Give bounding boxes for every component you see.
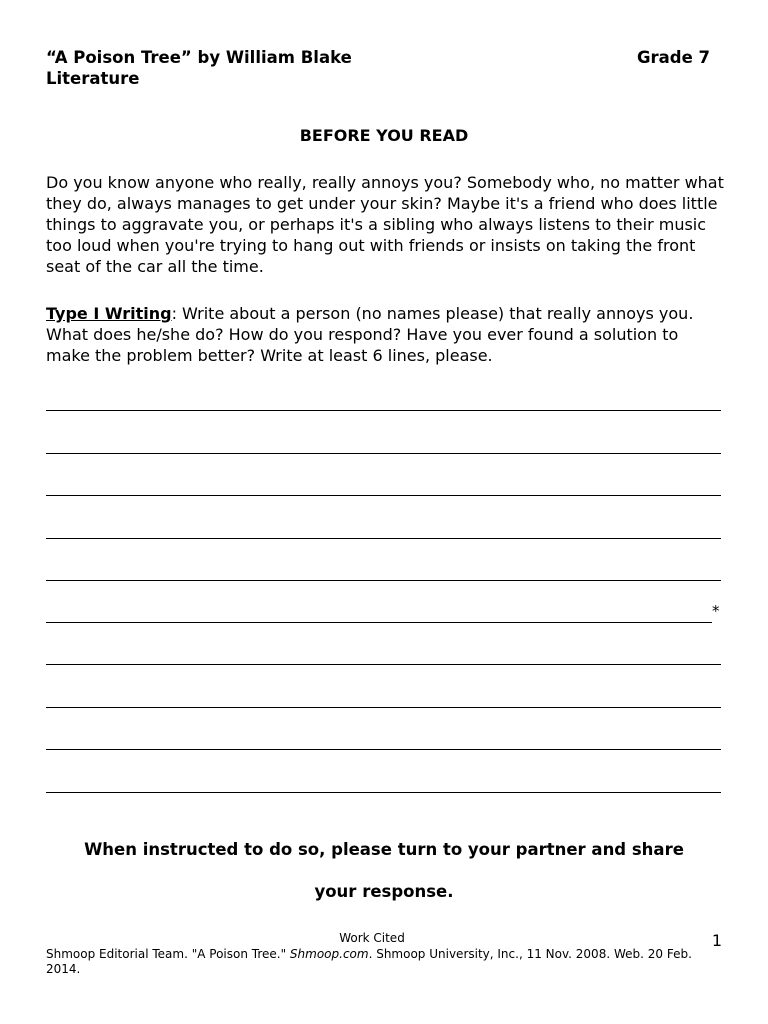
share-instruction-line-2: your response. <box>314 882 454 901</box>
work-cited-title: Work Cited <box>339 931 405 945</box>
writing-line[interactable] <box>46 622 712 623</box>
share-instruction-line-1: When instructed to do so, please turn to your partner and share <box>84 840 684 859</box>
section-heading: BEFORE YOU READ <box>299 126 469 145</box>
writing-prompt <box>46 303 726 366</box>
writing-line[interactable] <box>46 538 721 539</box>
line-asterisk: * <box>712 602 720 620</box>
writing-line[interactable] <box>46 792 721 793</box>
subject-label: Literature <box>46 69 140 88</box>
header-left <box>46 47 352 89</box>
grade-label: Grade 7 <box>636 48 710 67</box>
worksheet-title: “A Poison Tree” by William Blake <box>46 48 352 67</box>
intro-paragraph: Do you know anyone who really, really annoys you? Somebody who, no matter what they do, always manages to get under your skin? Maybe it's a friend who does little things to aggravate you, or perhaps it's a sibling who always listens to their music too loud when you're trying to hang out with friends or insists on taking the front seat of the car all the time. <box>46 173 724 276</box>
prompt-label: Type I Writing <box>46 304 172 323</box>
writing-line[interactable] <box>46 707 721 708</box>
writing-line[interactable] <box>46 410 721 411</box>
writing-line[interactable] <box>46 664 721 665</box>
writing-line[interactable] <box>46 749 721 750</box>
writing-line[interactable] <box>46 495 721 496</box>
citation-before: Shmoop Editorial Team. "A Poison Tree." <box>46 947 290 961</box>
prompt-text: : Write about a person (no names please) that really annoys you. What does he/she do? How do you respond? Have you ever found a solution to make the problem better? Write at least 6 lines, please. <box>46 304 694 365</box>
writing-line[interactable] <box>46 580 721 581</box>
citation-site: Shmoop.com <box>289 947 369 961</box>
citation <box>46 947 726 977</box>
writing-line[interactable] <box>46 453 721 454</box>
citation-after: . Shmoop University, Inc., 11 Nov. 2008. Web. 20 Feb. 2014. <box>46 947 692 976</box>
page-number: 1 <box>711 931 722 950</box>
